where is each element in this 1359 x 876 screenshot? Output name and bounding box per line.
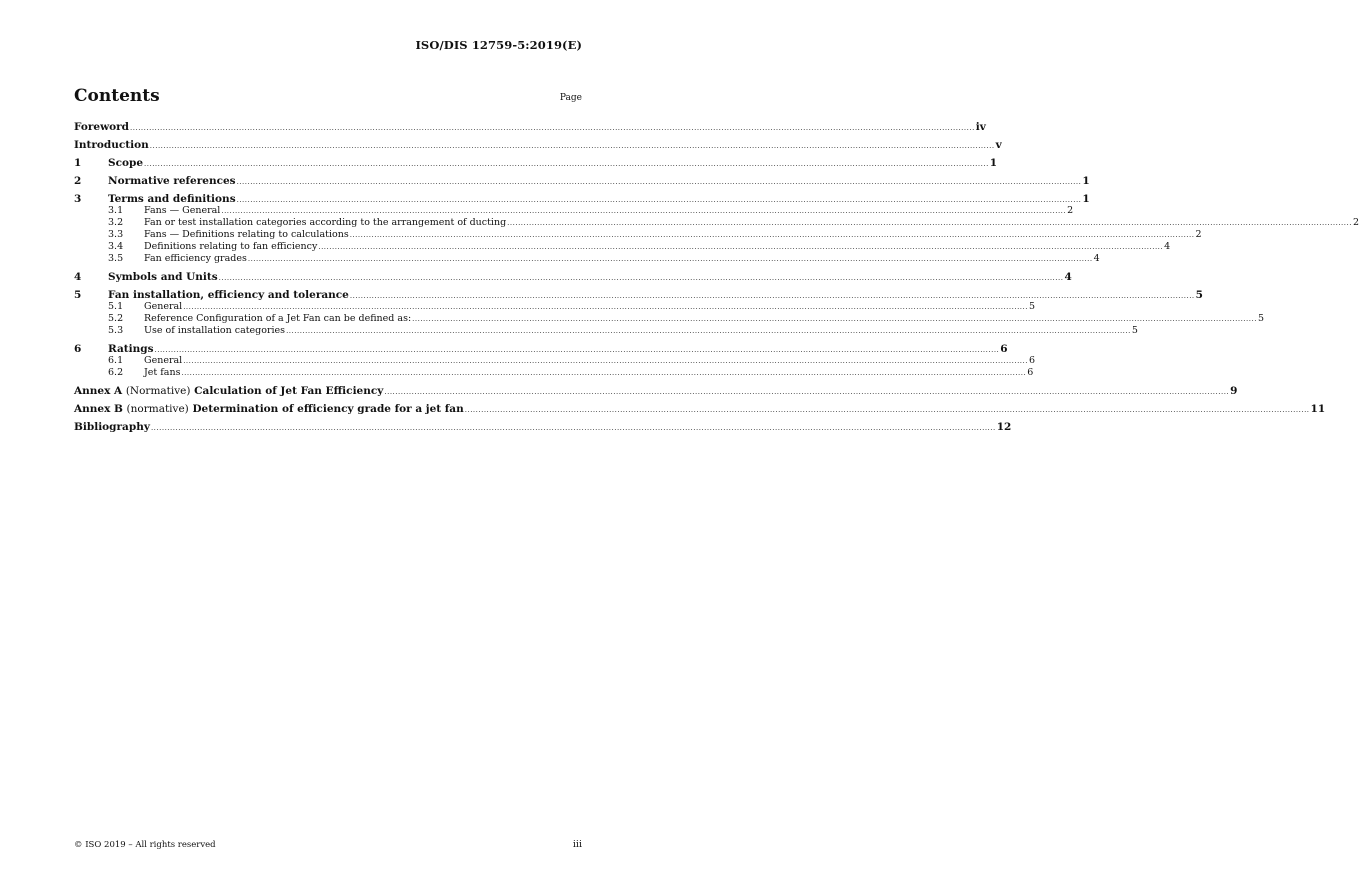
dot-leader — [237, 176, 1082, 188]
toc-entry-number: 3.5 — [108, 253, 124, 264]
toc-entry-title: Symbols and Units — [108, 271, 218, 283]
toc-page-number: 9 — [1230, 385, 1238, 397]
toc-entry-number: 6 — [74, 343, 82, 355]
dot-leader — [151, 422, 996, 434]
page-title: Contents — [74, 86, 160, 106]
dot-leader — [507, 217, 1352, 229]
toc-subentry[interactable] — [74, 229, 1202, 241]
dot-leader — [181, 367, 1026, 379]
toc-entry-number: 6.2 — [108, 367, 124, 378]
toc-entry-number: 2 — [74, 175, 82, 187]
toc-subentry[interactable] — [74, 313, 1264, 325]
toc-page-number: 5 — [1131, 325, 1138, 336]
toc-page-number: 5 — [1257, 313, 1264, 324]
toc-subentry[interactable] — [74, 301, 1036, 313]
toc-entry-title: Reference Configuration of a Jet Fan can be defined as: — [144, 313, 412, 324]
dot-leader — [150, 140, 995, 152]
toc-page-number: 6 — [1027, 367, 1034, 378]
toc-page-number: 2 — [1352, 217, 1359, 228]
toc-entry-title: Definitions relating to fan efficiency — [144, 241, 318, 252]
toc-entry-title: Normative references — [108, 175, 236, 187]
toc-subentry[interactable] — [74, 325, 1138, 337]
toc-page-number: 12 — [996, 421, 1012, 433]
toc-page-number: 6 — [1000, 343, 1008, 355]
dot-leader — [384, 386, 1229, 398]
table-of-contents — [74, 121, 1359, 433]
document-reference: ISO/DIS 12759-5:2019(E) — [415, 38, 582, 52]
toc-page-number: 5 — [1195, 289, 1203, 301]
toc-entry-title — [74, 403, 464, 415]
toc-subentry[interactable] — [74, 355, 1036, 367]
dot-leader — [144, 158, 989, 170]
toc-subentry[interactable] — [74, 253, 1100, 265]
toc-entry-title: Bibliography — [74, 421, 150, 433]
annex-title: Calculation of Jet Fan Efficiency — [194, 385, 384, 397]
toc-entry[interactable] — [74, 121, 986, 133]
toc-subentry[interactable] — [74, 241, 1171, 253]
toc-entry-title: Fan installation, efficiency and tolerance — [108, 289, 349, 301]
dot-leader — [183, 355, 1028, 367]
toc-entry-number: 3.1 — [108, 205, 124, 216]
toc-page-number: 1 — [1082, 175, 1090, 187]
annex-qualifier: (normative) — [126, 403, 189, 415]
toc-entry[interactable] — [74, 139, 1002, 151]
toc-entry-title: Scope — [108, 157, 144, 169]
toc-entry-title: Fans — General — [144, 205, 221, 216]
toc-entry-title: Terms and definitions — [108, 193, 236, 205]
toc-page-number: 2 — [1195, 229, 1202, 240]
toc-entry-title — [74, 385, 383, 397]
annex-label: Annex A — [74, 385, 123, 397]
dot-leader — [248, 253, 1093, 265]
dot-leader — [183, 301, 1028, 313]
toc-page-number: 5 — [1028, 301, 1036, 312]
dot-leader — [221, 205, 1066, 217]
annex-title: Determination of efficiency grade for a jet fan — [192, 403, 464, 415]
toc-entry[interactable] — [74, 157, 998, 169]
toc-page-number: iv — [975, 121, 986, 133]
toc-page-number: 2 — [1067, 205, 1074, 216]
page-column-label: Page — [559, 93, 582, 103]
toc-entry-number: 5.3 — [108, 325, 124, 336]
toc-entry-title: General — [144, 355, 183, 366]
toc-entry-title: Foreword — [74, 121, 130, 133]
toc-entry-number: 6.1 — [108, 355, 124, 366]
toc-entry-number: 1 — [74, 157, 82, 169]
dot-leader — [286, 325, 1131, 337]
toc-entry-title: General — [144, 301, 183, 312]
toc-entry[interactable] — [74, 175, 1090, 187]
footer-page-number: iii — [572, 839, 582, 850]
toc-page-number: 11 — [1310, 403, 1326, 415]
dot-leader — [219, 272, 1064, 284]
toc-subentry[interactable] — [74, 217, 1359, 229]
toc-entry-number: 3 — [74, 193, 82, 205]
toc-subentry[interactable] — [74, 367, 1034, 379]
annex-label: Annex B — [74, 403, 123, 415]
toc-entry-number: 3.3 — [108, 229, 124, 240]
annex-qualifier: (Normative) — [125, 385, 191, 397]
toc-page-number: 4 — [1093, 253, 1100, 264]
toc-entry-title: Fan or test installation categories according to the arrangement of ducting — [144, 217, 507, 228]
toc-entry-title: Jet fans — [144, 367, 181, 378]
toc-entry-title: Introduction — [74, 139, 149, 151]
toc-entry-number: 5.2 — [108, 313, 124, 324]
toc-entry-number: 5 — [74, 289, 82, 301]
toc-entry-title: Ratings — [108, 343, 154, 355]
copyright-notice: © ISO 2019 – All rights reserved — [74, 840, 216, 850]
toc-entry[interactable] — [74, 289, 1203, 301]
toc-entry-title: Fan efficiency grades — [144, 253, 247, 264]
toc-entry[interactable] — [74, 403, 1326, 415]
toc-page-number: 4 — [1064, 271, 1072, 283]
toc-page-number: v — [995, 139, 1002, 151]
dot-leader — [412, 313, 1257, 325]
toc-entry-number: 5.1 — [108, 301, 124, 312]
toc-page-number: 1 — [989, 157, 998, 169]
toc-entry[interactable] — [74, 421, 1012, 433]
toc-entry-number: 4 — [74, 271, 82, 283]
dot-leader — [130, 122, 975, 134]
toc-page-number: 1 — [1082, 193, 1090, 205]
toc-entry-title: Fans — Definitions relating to calculations — [144, 229, 349, 240]
toc-entry[interactable] — [74, 343, 1008, 355]
toc-entry-title: Use of installation categories — [144, 325, 286, 336]
toc-entry-number: 3.4 — [108, 241, 124, 252]
dot-leader — [465, 404, 1310, 416]
toc-entry[interactable] — [74, 193, 1090, 205]
toc-page-number: 6 — [1028, 355, 1036, 366]
toc-entry-number: 3.2 — [108, 217, 124, 228]
toc-entry[interactable] — [74, 271, 1072, 283]
toc-page-number: 4 — [1164, 241, 1171, 252]
dot-leader — [350, 229, 1195, 241]
dot-leader — [318, 241, 1163, 253]
toc-entry[interactable] — [74, 385, 1238, 397]
toc-subentry[interactable] — [74, 205, 1074, 217]
